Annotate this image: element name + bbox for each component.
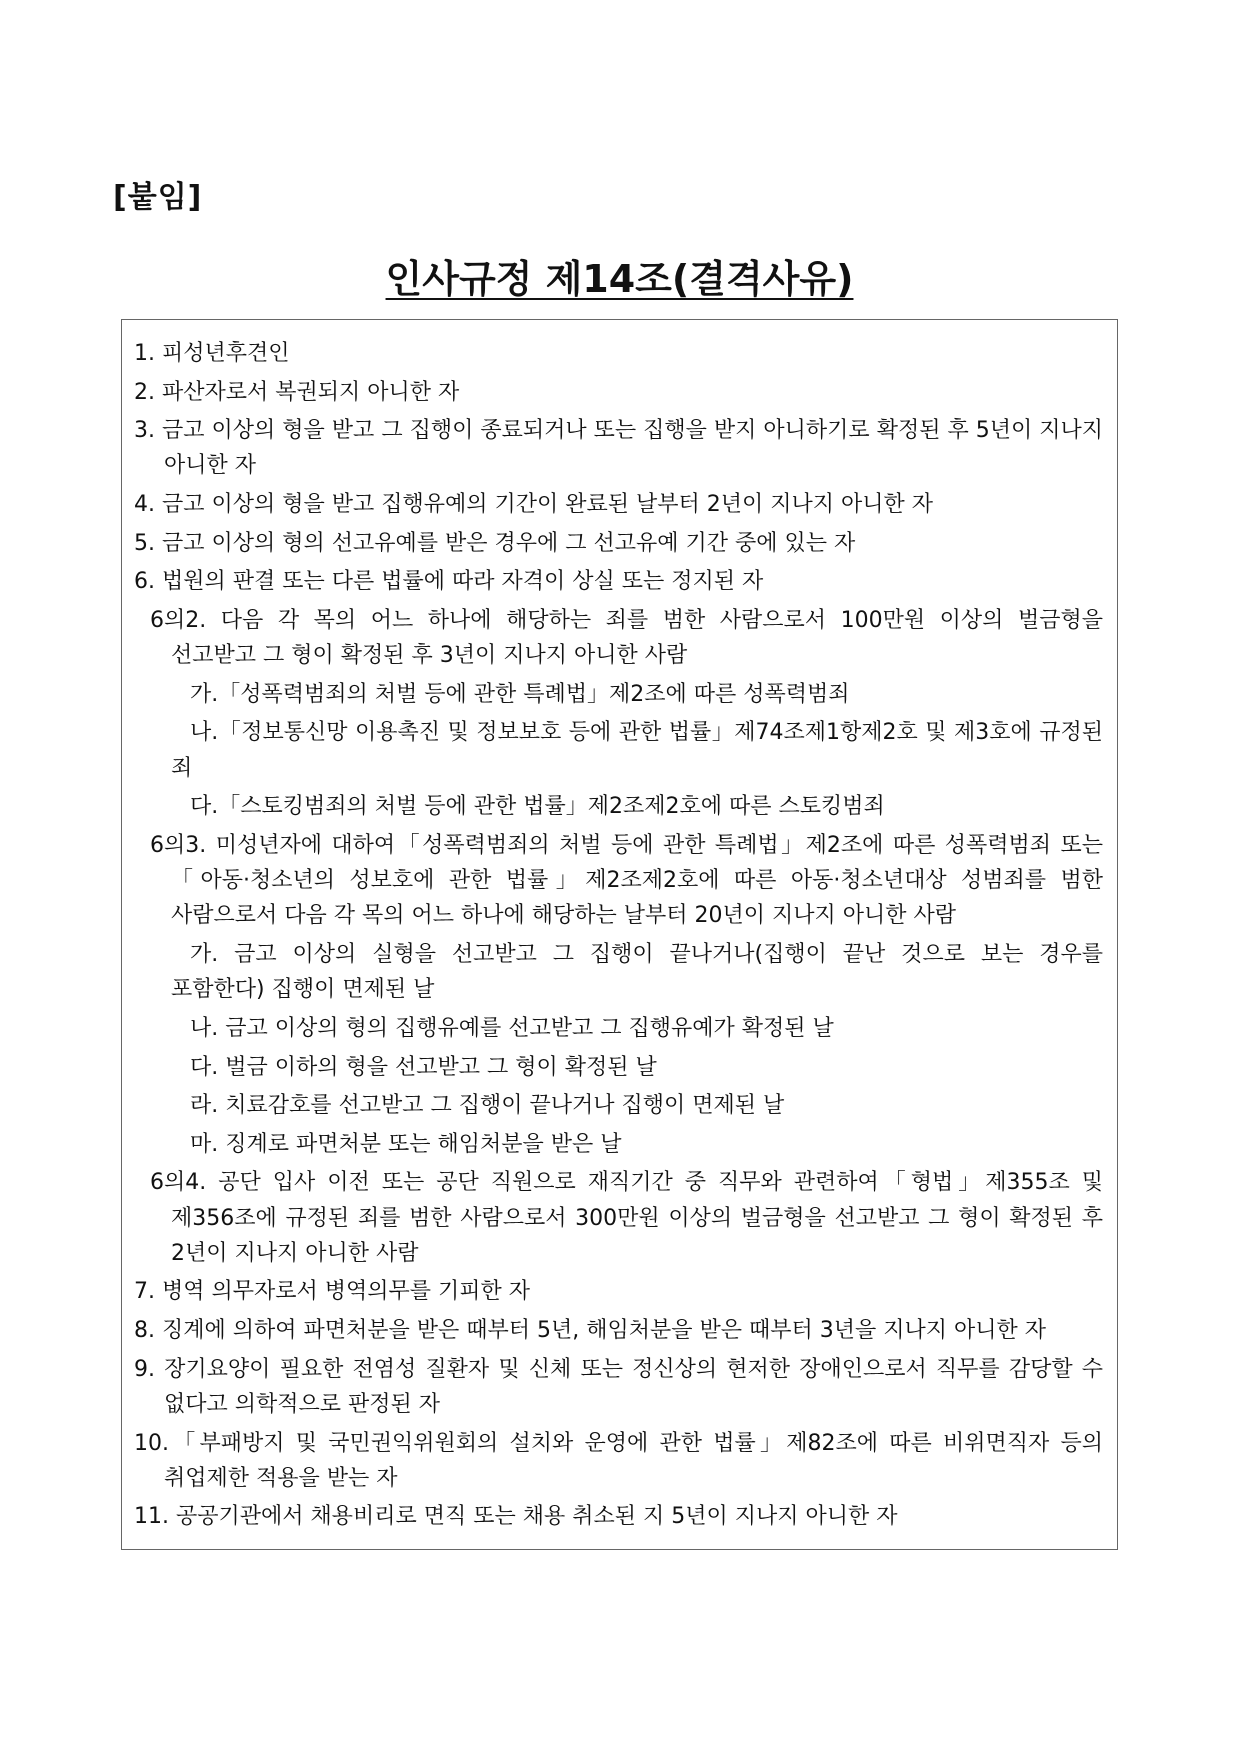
- attachment-label: [붙임]: [113, 180, 203, 215]
- page-title-text: 인사규정 제14조(결격사유): [385, 257, 854, 301]
- list-item: 6. 법원의 판결 또는 다른 법률에 따라 자격이 상실 또는 정지된 자: [134, 569, 764, 595]
- list-item: 4. 금고 이상의 형을 받고 집행유예의 기간이 완료된 날부터 2년이 지나지 아니한 자: [134, 492, 933, 518]
- list-item: 7. 병역 의무자로서 병역의무를 기피한 자: [134, 1279, 530, 1305]
- disqualification-list-box: [121, 319, 1118, 1550]
- list-item: 나. 금고 이상의 형의 집행유예를 선고받고 그 집행유예가 확정된 날: [190, 1015, 834, 1041]
- list-item: 3. 금고 이상의 형을 받고 그 집행이 종료되거나 또는 집행을 받지 아니하기로 확정된 후 5년이 지나지 아니한 자: [134, 418, 1103, 479]
- list-item: 나.「정보통신망 이용촉진 및 정보보호 등에 관한 법률」제74조제1항제2호 및 제3호에 규정된 죄: [171, 720, 1103, 781]
- list-item: 10.「부패방지 및 국민권익위원회의 설치와 운영에 관한 법률」제82조에 따른 비위면직자 등의 취업제한 적용을 받는 자: [134, 1430, 1103, 1491]
- list-item: 11. 공공기관에서 채용비리로 면직 또는 채용 취소된 지 5년이 지나지 아니한 자: [134, 1504, 898, 1530]
- list-item: 2. 파산자로서 복권되지 아니한 자: [134, 379, 460, 405]
- list-item: 마. 징계로 파면처분 또는 해임처분을 받은 날: [190, 1131, 622, 1157]
- list-item: 5. 금고 이상의 형의 선고유예를 받은 경우에 그 선고유예 기간 중에 있는 자: [134, 530, 856, 556]
- list-item: 가.「성폭력범죄의 처벌 등에 관한 특례법」제2조에 따른 성폭력범죄: [190, 681, 850, 707]
- page-title: [0, 248, 1239, 303]
- list-item: 8. 징계에 의하여 파면처분을 받은 때부터 5년, 해임처분을 받은 때부터 3년을 지나지 아니한 자: [134, 1318, 1046, 1344]
- list-item: 6의4. 공단 입사 이전 또는 공단 직원으로 재직기간 중 직무와 관련하여「형법」제355조 및 제356조에 규정된 죄를 범한 사람으로서 300만원 이상의 벌금형을 선고받고 그 형이 확정된 후 2년이 지나지 아니한 사람: [150, 1170, 1103, 1266]
- list-item: 다.「스토킹범죄의 처벌 등에 관한 법률」제2조제2호에 따른 스토킹범죄: [190, 794, 885, 820]
- list-item: 9. 장기요양이 필요한 전염성 질환자 및 신체 또는 정신상의 현저한 장애인으로서 직무를 감당할 수 없다고 의학적으로 판정된 자: [134, 1356, 1103, 1417]
- list-item: 라. 치료감호를 선고받고 그 집행이 끝나거나 집행이 면제된 날: [190, 1093, 785, 1119]
- list-item: 6의3. 미성년자에 대하여「성폭력범죄의 처벌 등에 관한 특례법」제2조에 따른 성폭력범죄 또는「아동·청소년의 성보호에 관한 법률」제2조제2호에 따른 아동·청소년대상 성범죄를 범한 사람으로서 다음 각 목의 어느 하나에 해당하는 날부터 20년이 지나지 아니한 사람: [150, 832, 1103, 929]
- list-item: 다. 벌금 이하의 형을 선고받고 그 형이 확정된 날: [190, 1054, 657, 1080]
- list-item: 1. 피성년후견인: [134, 341, 290, 366]
- list-item: 가. 금고 이상의 실형을 선고받고 그 집행이 끝나거나(집행이 끝난 것으로 보는 경우를 포함한다) 집행이 면제된 날: [171, 942, 1103, 1003]
- list-item: 6의2. 다음 각 목의 어느 하나에 해당하는 죄를 범한 사람으로서 100만원 이상의 벌금형을 선고받고 그 형이 확정된 후 3년이 지나지 아니한 사람: [150, 607, 1103, 669]
